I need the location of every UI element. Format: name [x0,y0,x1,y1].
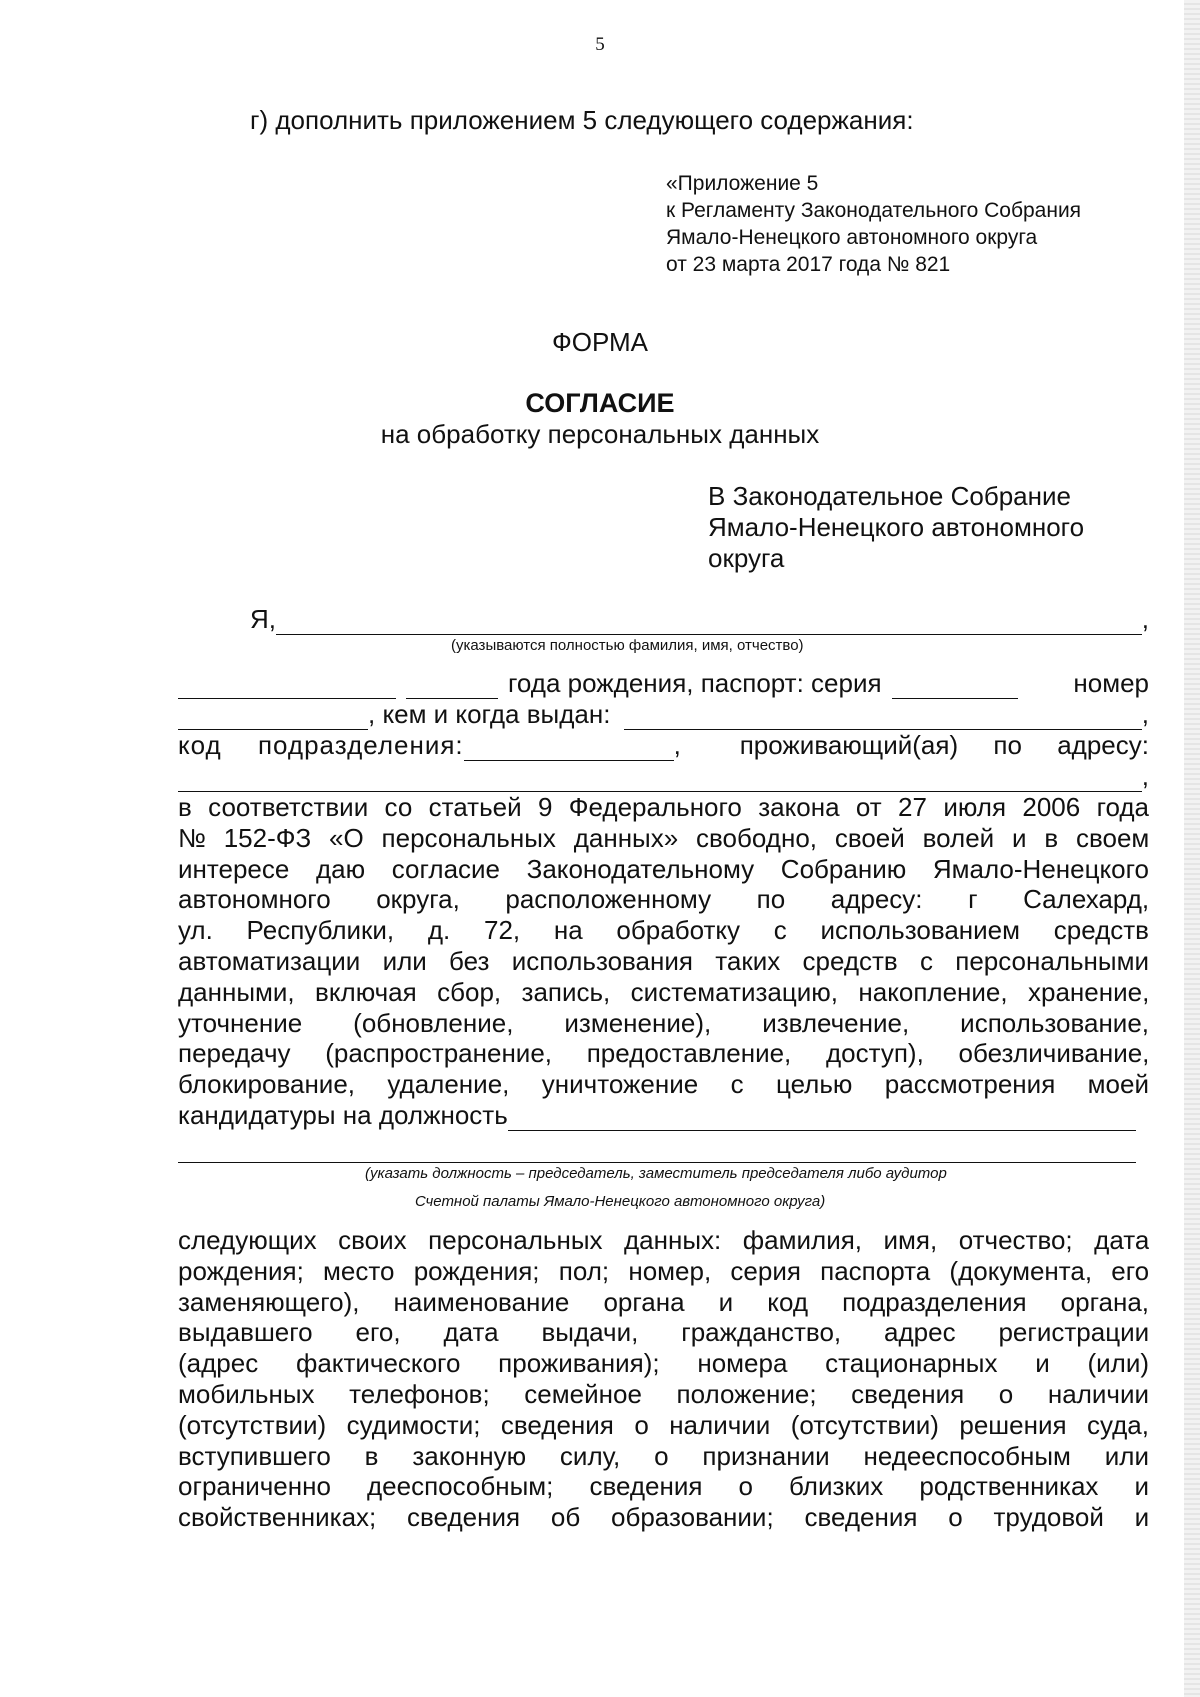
consent-line: передачу (распространение, предоставление, доступ), обезличивание, [178,1038,1149,1069]
appendix-line: к Регламенту Законодательного Собрания [666,199,1082,222]
birth-passport-row [178,668,1149,699]
addressee-line: Ямало-Ненецкого автономного [708,512,1085,542]
i-prefix: Я, [250,604,276,634]
address-label: адресу: [1057,730,1149,760]
position-hint-2: Счетной палаты Ямало-Ненецкого автономного округа) [415,1193,826,1210]
form-label: ФОРМА [551,327,649,357]
fio-row [250,604,1149,635]
data-line: ограниченно дееспособным; сведения о близких родственниках и [178,1471,1149,1502]
appendix-line: «Приложение 5 [666,172,819,195]
document-title: СОГЛАСИЕ [525,388,675,418]
document-subtitle: на обработку персональных данных [380,419,820,449]
data-line: (отсутствии) судимости; сведения о наличии (отсутствии) решения суда, [178,1409,1149,1440]
position-row [178,1100,1136,1131]
data-line: вступившего в законную силу, о признании недееспособным или [178,1440,1149,1471]
birth-year-field[interactable] [406,676,498,699]
living-label: проживающий(ая) [739,730,959,760]
passport-number-field[interactable] [178,707,368,730]
page-number: 5 [595,34,605,55]
data-line: заменяющего), наименование органа и код подразделения органа, [178,1286,1149,1317]
addressee-line: округа [708,543,785,573]
data-line: мобильных телефонов; семейное положение; сведения о наличии [178,1378,1149,1409]
addressee-line: В Законодательное Собрание [708,481,1071,511]
consent-line: ул. Республики, д. 72, на обработку с использованием средств [178,915,1149,946]
position-hint-1: (указать должность – председатель, заместитель председателя либо аудитор [365,1165,947,1182]
consent-paragraph [178,792,1149,1100]
issued-by-field[interactable] [624,707,1141,730]
position-prefix: кандидатуры на должность [178,1100,508,1130]
comma: , [1141,761,1149,791]
consent-line: автоматизации или без использования таких средств с персональными [178,945,1149,976]
address-field[interactable] [178,769,1142,792]
intro-line: г) дополнить приложением 5 следующего содержания: [250,105,914,135]
position-field-continuation[interactable] [178,1162,1136,1163]
position-field[interactable] [508,1108,1136,1131]
address-row [178,761,1149,792]
consent-line: в соответствии со статьей 9 Федерального закона от 27 июля 2006 года [178,792,1149,822]
number-label: номер [1073,668,1149,698]
appendix-line: Ямало-Ненецкого автономного округа [666,226,1038,249]
comma: , [1141,604,1149,634]
fio-hint: (указываются полностью фамилия, имя, отчество) [451,637,804,654]
consent-line: данными, включая сбор, запись, систематизацию, накопление, хранение, [178,976,1149,1007]
data-line: (адрес фактического проживания); номера стационарных и (или) [178,1348,1149,1379]
data-paragraph [178,1225,1149,1533]
subdivision-code-label: код подразделения: [178,730,464,760]
consent-line: блокирование, удаление, уничтожение с целью рассмотрения моей [178,1069,1149,1100]
data-line: выдавшего его, дата выдачи, гражданство, адрес регистрации [178,1317,1149,1348]
issued-row [178,699,1149,730]
consent-line: интересе даю согласие Законодательному Собранию Ямало-Ненецкого [178,853,1149,884]
addressee-block [708,481,1084,574]
appendix-block [666,170,1081,278]
po-label: по [993,730,1022,760]
subdivision-code-field[interactable] [464,738,674,761]
birth-date-field[interactable] [178,676,396,699]
appendix-line: от 23 марта 2017 года № 821 [666,253,951,276]
issued-by-label: , кем и когда выдан: [368,699,611,729]
data-line: свойственниках; сведения об образовании; сведения о трудовой и [178,1502,1149,1533]
subdivision-row [178,730,1149,761]
scan-edge [1184,0,1200,1697]
passport-series-field[interactable] [892,676,1018,699]
data-line: рождения; место рождения; пол; номер, серия паспорта (документа, его [178,1255,1149,1286]
consent-line: автономного округа, расположенному по адресу: г Салехард, [178,884,1149,915]
fio-field[interactable] [276,612,1142,635]
consent-line: уточнение (обновление, изменение), извлечение, использование, [178,1007,1149,1038]
comma: , [1141,699,1149,729]
birth-passport-label: года рождения, паспорт: серия [508,668,882,698]
comma: , [673,730,681,760]
data-line: следующих своих персональных данных: фамилия, имя, отчество; дата [178,1225,1149,1255]
consent-line: № 152-ФЗ «О персональных данных» свободно, своей волей и в своем [178,822,1149,853]
